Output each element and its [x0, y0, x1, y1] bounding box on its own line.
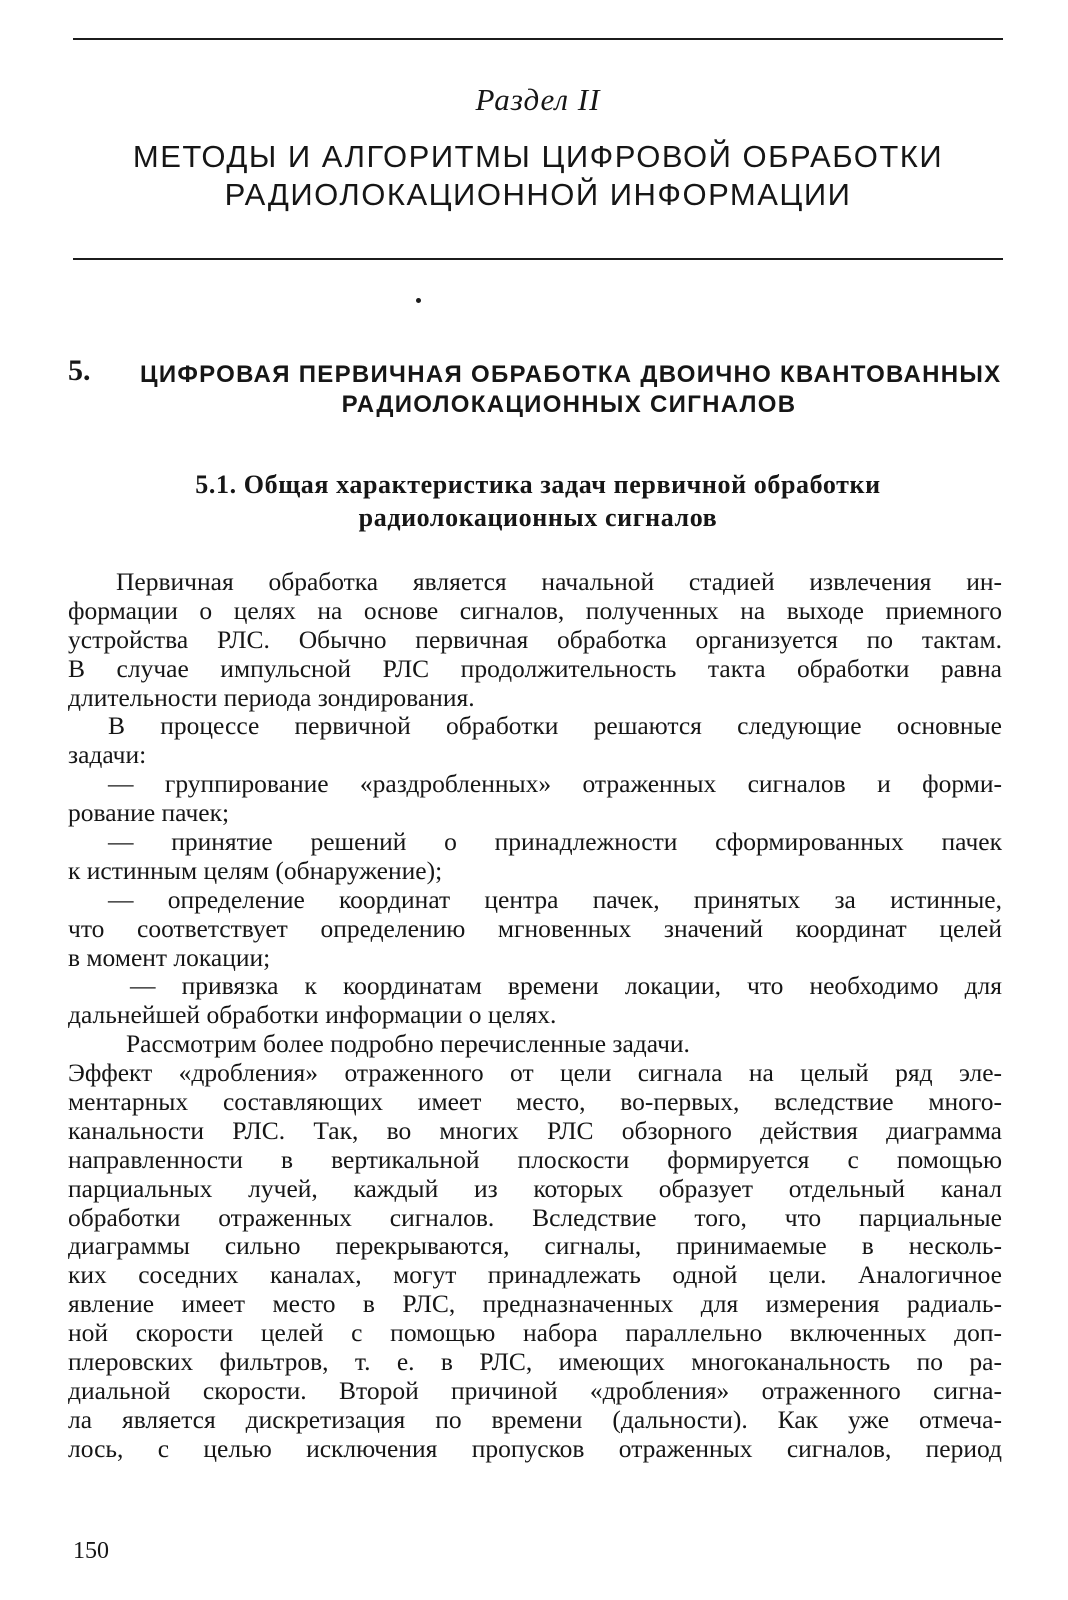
- top-rule: [73, 38, 1003, 40]
- text-line: задачи:: [68, 740, 147, 770]
- text-line: диаграммы сильно перекрываются, сигналы, принимаемые в несколь-: [68, 1231, 1002, 1261]
- text-line: В процессе первичной обработки решаются следующие основные: [108, 711, 1002, 741]
- text-line: устройства РЛС. Обычно первичная обработка организуется по тактам.: [68, 624, 1002, 654]
- page-number: 150: [73, 1538, 109, 1564]
- print-speck: [416, 298, 421, 303]
- text-line: диальной скорости. Второй причиной «дробления» отраженного сигна-: [68, 1375, 1002, 1405]
- part-title-line: РАДИОЛОКАЦИОННОЙ ИНФОРМАЦИИ: [224, 177, 852, 212]
- chapter-title-line: РАДИОЛОКАЦИОННЫХ СИГНАЛОВ: [341, 391, 797, 418]
- section-title: [73, 468, 1003, 534]
- text-line: лось, с целью исключения пропусков отраженных сигналов, период: [68, 1433, 1002, 1463]
- text-line: — группирование «раздробленных» отраженных сигналов и форми-: [108, 769, 1002, 799]
- text-line: Первичная обработка является начальной стадией извлечения ин-: [116, 567, 1002, 596]
- text-line: дальнейшей обработки информации о целях.: [68, 1000, 557, 1030]
- text-line: — принятие решений о принадлежности сформированных пачек: [108, 827, 1002, 857]
- text-line: длительности периода зондирования.: [68, 682, 475, 712]
- text-line: явление имеет место в РЛС, предназначенных для измерения радиаль-: [68, 1289, 1002, 1319]
- text-line: ких соседних каналах, могут принадлежать одной цели. Аналогичное: [68, 1260, 1002, 1290]
- part-title-line: МЕТОДЫ И АЛГОРИТМЫ ЦИФРОВОЙ ОБРАБОТКИ: [132, 139, 944, 174]
- text-line: Эффект «дробления» отраженного от цели сигнала на целый ряд эле-: [68, 1058, 1002, 1088]
- text-line: обработки отраженных сигналов. Вследствие того, что парциальные: [68, 1202, 1002, 1232]
- text-line: парциальных лучей, каждый из которых образует отдельный канал: [68, 1173, 1002, 1203]
- text-line: плеровских фильтров, т. е. в РЛС, имеющих многоканальность по ра-: [68, 1347, 1002, 1377]
- part-title: [73, 138, 1003, 214]
- text-line: В случае импульсной РЛС продолжительность такта обработки равна: [68, 653, 1002, 683]
- chapter-title-line: ЦИФРОВАЯ ПЕРВИЧНАЯ ОБРАБОТКА ДВОИЧНО КВАНТОВАННЫХ: [140, 361, 1002, 388]
- text-line: ла является дискретизация по времени (дальности). Как уже отмеча-: [68, 1404, 1002, 1434]
- chapter-number: 5.: [68, 354, 91, 387]
- text-line: — привязка к координатам времени локации, что необходимо для: [130, 971, 1002, 1001]
- text-line: ментарных составляющих имеет место, во-первых, вследствие много-: [68, 1087, 1002, 1117]
- section-title-line: 5.1. Общая характеристика задач первичной обработки: [195, 470, 881, 499]
- text-line: формации о целях на основе сигналов, полученных на выходе приемного: [68, 595, 1002, 625]
- text-line: направленности в вертикальной плоскости формируется с помощью: [68, 1144, 1002, 1174]
- body-text: [68, 568, 1002, 1464]
- text-line: ной скорости целей с помощью набора параллельно включенных доп-: [68, 1318, 1002, 1348]
- text-line: что соответствует определению мгновенных значений координат целей: [68, 913, 1002, 943]
- chapter-title: [140, 360, 1002, 420]
- text-line: канальности РЛС. Так, во многих РЛС обзорного действия диаграмма: [68, 1115, 1002, 1145]
- text-line: в момент локации;: [68, 942, 271, 972]
- section-title-line: радиолокационных сигналов: [358, 503, 718, 532]
- part-label: Раздел II: [475, 82, 601, 117]
- text-line: к истинным целям (обнаружение);: [68, 855, 443, 885]
- text-line: — определение координат центра пачек, принятых за истинные,: [108, 884, 1002, 914]
- bottom-rule: [73, 258, 1003, 260]
- text-line: рование пачек;: [68, 798, 230, 828]
- text-line: Рассмотрим более подробно перечисленные задачи.: [126, 1029, 690, 1059]
